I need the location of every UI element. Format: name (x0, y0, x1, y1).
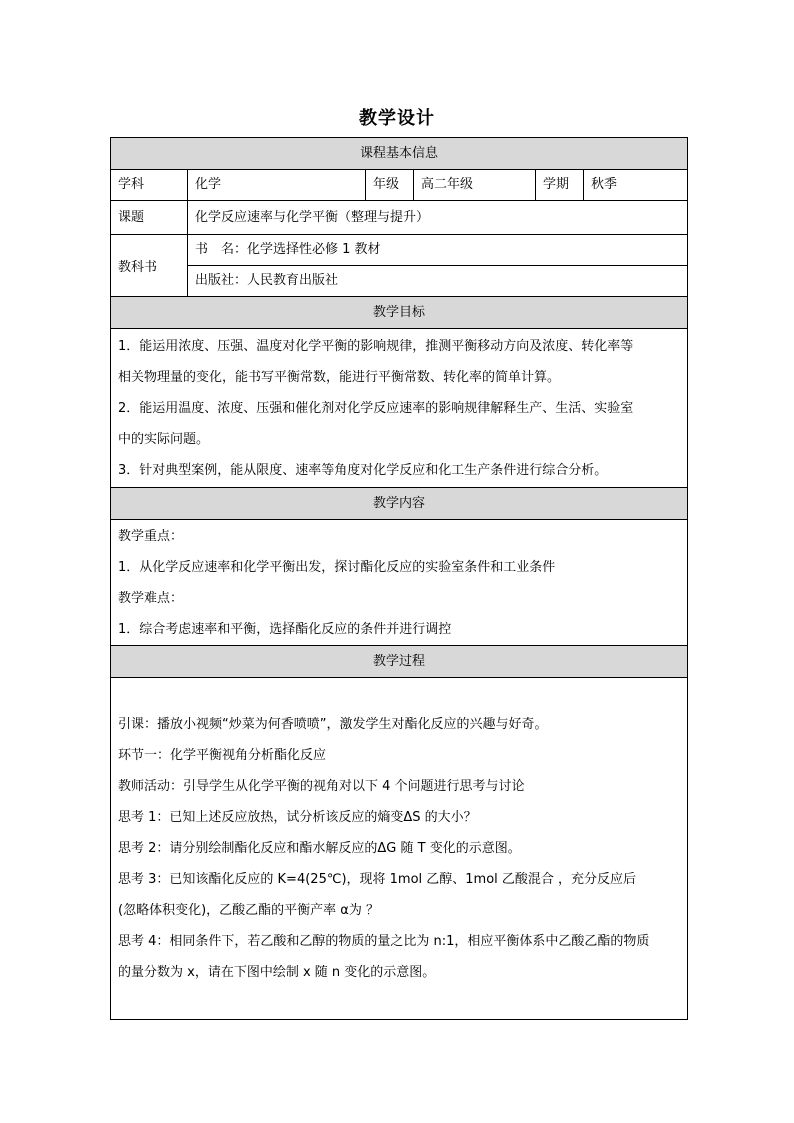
process-line: 思考 2：请分别绘制酯化反应和酯水解反应的ΔG 随 T 变化的示意图。 (118, 841, 521, 856)
term-value: 秋季 (584, 170, 688, 201)
process-line: 的量分数为 x，请在下图中绘制 x 随 n 变化的示意图。 (118, 965, 436, 980)
process-body (111, 678, 688, 1020)
process-line: 思考 4：相同条件下，若乙酸和乙醇的物质的量之比为 n:1，相应平衡体系中乙酸乙酯的物质 (118, 934, 650, 949)
content-line: 教学难点： (118, 590, 184, 606)
textbook-publisher: 出版社：人民教育出版社 (188, 266, 688, 297)
content-line: 1．综合考虑速率和平衡，选择酯化反应的条件并进行调控 (118, 621, 452, 637)
section-header-basic-info: 课程基本信息 (111, 138, 688, 170)
document-title: 教学设计 (359, 108, 435, 129)
process-line: 教师活动：引导学生从化学平衡的视角对以下 4 个问题进行思考与讨论 (118, 779, 525, 794)
section-header-process: 教学过程 (111, 646, 688, 678)
objective-line: 1．能运用浓度、压强、温度对化学平衡的影响规律，推测平衡移动方向及浓度、转化率等 (118, 338, 634, 354)
info-row-subject (111, 170, 688, 201)
content-line: 教学重点： (118, 528, 184, 544)
grade-label: 年级 (366, 170, 414, 201)
objective-line: 中的实际问题。 (118, 431, 210, 447)
objective-line: 相关物理量的变化，能书写平衡常数，能进行平衡常数、转化率的简单计算。 (118, 369, 561, 385)
topic-label: 课题 (111, 201, 188, 235)
objective-line: 3．针对典型案例，能从限度、速率等角度对化学反应和化工生产条件进行综合分析。 (118, 462, 608, 478)
process-line: 引课：播放小视频“炒菜为何香喷喷”，激发学生对酯化反应的兴趣与好奇。 (118, 717, 548, 732)
topic-value: 化学反应速率与化学平衡（整理与提升） (188, 201, 688, 235)
content-body (111, 520, 688, 646)
lesson-plan-table (110, 137, 688, 1020)
subject-label: 学科 (111, 170, 188, 201)
info-row-textbook (111, 235, 688, 266)
textbook-name: 书 名：化学选择性必修 1 教材 (188, 235, 688, 266)
section-header-objectives: 教学目标 (111, 297, 688, 329)
process-line: (忽略体积变化)，乙酸乙酯的平衡产率 α为 ？ (118, 903, 379, 918)
objectives-body (111, 329, 688, 488)
textbook-label: 教科书 (111, 235, 188, 297)
term-label: 学期 (536, 170, 584, 201)
process-line: 思考 1：已知上述反应放热，试分析该反应的熵变ΔS 的大小？ (118, 810, 477, 825)
process-line: 思考 3：已知该酯化反应的 K=4(25℃)，现将 1mol 乙醇、1mol 乙酸混合 ，充分反应后 (118, 872, 637, 887)
content-line: 1．从化学反应速率和化学平衡出发，探讨酯化反应的实验室条件和工业条件 (118, 559, 556, 575)
grade-value: 高二年级 (414, 170, 536, 201)
info-row-publisher (111, 266, 688, 297)
subject-value: 化学 (188, 170, 366, 201)
process-line: 环节一：化学平衡视角分析酯化反应 (118, 748, 327, 763)
section-header-content: 教学内容 (111, 488, 688, 520)
objective-line: 2．能运用温度、浓度、压强和催化剂对化学反应速率的影响规律解释生产、生活、实验室 (118, 400, 634, 416)
info-row-topic (111, 201, 688, 235)
